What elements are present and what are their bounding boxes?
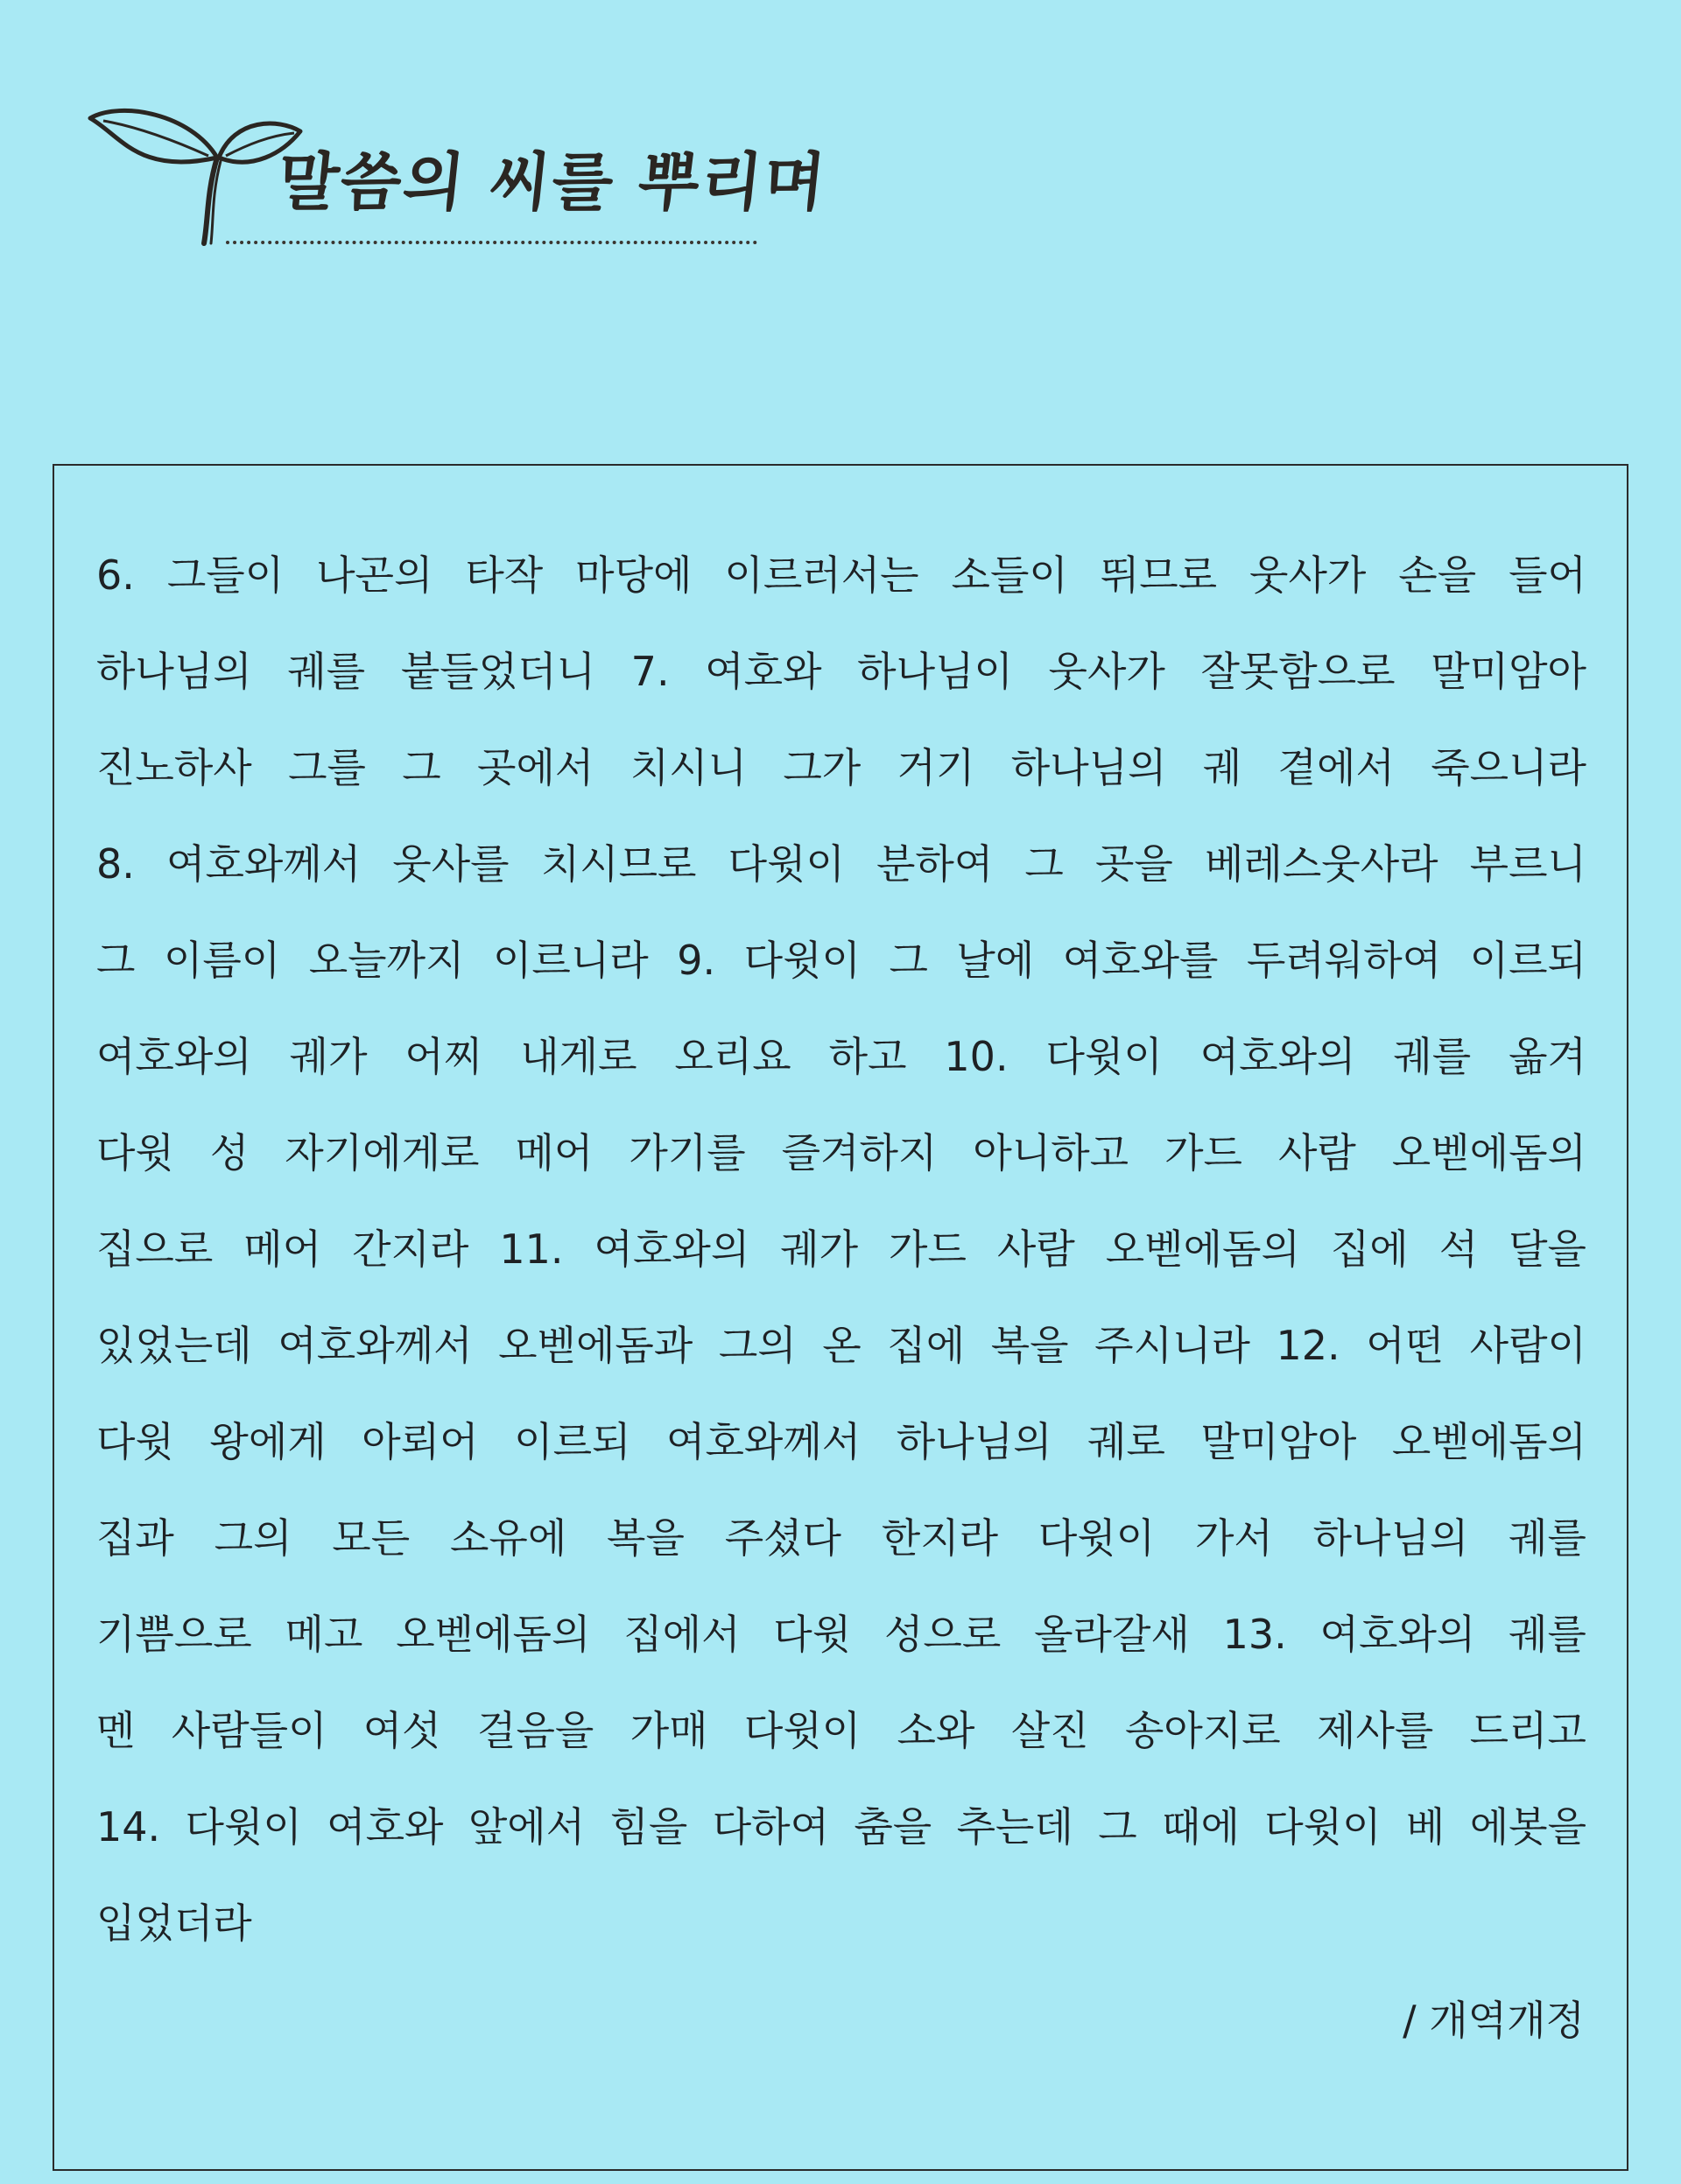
scripture-line: 하나님의 궤를 붙들었더니 7. 여호와 하나님이 웃사가 잘못함으로 말미암아 — [96, 648, 1586, 695]
scripture-line: 다윗 왕에게 아뢰어 이르되 여호와께서 하나님의 궤로 말미암아 오벧에돔의 — [96, 1418, 1586, 1465]
page-title: 말씀의 씨를 뿌리며 — [273, 144, 831, 219]
scripture-line: 8. 여호와께서 웃사를 치시므로 다윗이 분하여 그 곳을 베레스웃사라 부르니 — [96, 840, 1586, 888]
scripture-line: 여호와의 궤가 어찌 내게로 오리요 하고 10. 다윗이 여호와의 궤를 옮겨 — [96, 1033, 1586, 1080]
title-divider — [226, 241, 757, 244]
scripture-line: 있었는데 여호와께서 오벧에돔과 그의 온 집에 복을 주시니라 12. 어떤 사람이 — [96, 1322, 1586, 1369]
scripture-text — [96, 527, 1586, 1971]
scripture-line: 집과 그의 모든 소유에 복을 주셨다 한지라 다윗이 가서 하나님의 궤를 — [96, 1514, 1586, 1562]
scripture-line: 다윗 성 자기에게로 메어 가기를 즐겨하지 아니하고 가드 사람 오벧에돔의 — [96, 1129, 1586, 1176]
scripture-box — [53, 464, 1628, 2171]
scripture-line: 진노하사 그를 그 곳에서 치시니 그가 거기 하나님의 궤 곁에서 죽으니라 — [96, 744, 1586, 791]
scripture-line: 집으로 메어 간지라 11. 여호와의 궤가 가드 사람 오벧에돔의 집에 석 달을 — [96, 1225, 1586, 1273]
scripture-line: 멘 사람들이 여섯 걸음을 가매 다윗이 소와 살진 송아지로 제사를 드리고 — [96, 1707, 1586, 1754]
scripture-line: 6. 그들이 나곤의 타작 마당에 이르러서는 소들이 뛰므로 웃사가 손을 들어 — [96, 551, 1586, 599]
scripture-line: 입었더라 — [96, 1900, 252, 1947]
scripture-line: 14. 다윗이 여호와 앞에서 힘을 다하여 춤을 추는데 그 때에 다윗이 베 에봇을 — [96, 1803, 1586, 1850]
scripture-line: 그 이름이 오늘까지 이르니라 9. 다윗이 그 날에 여호와를 두려워하여 이르되 — [96, 937, 1586, 984]
translation-label: / 개역개정 — [1403, 1997, 1585, 2044]
scripture-line: 기쁨으로 메고 오벧에돔의 집에서 다윗 성으로 올라갈새 13. 여호와의 궤를 — [96, 1611, 1586, 1658]
